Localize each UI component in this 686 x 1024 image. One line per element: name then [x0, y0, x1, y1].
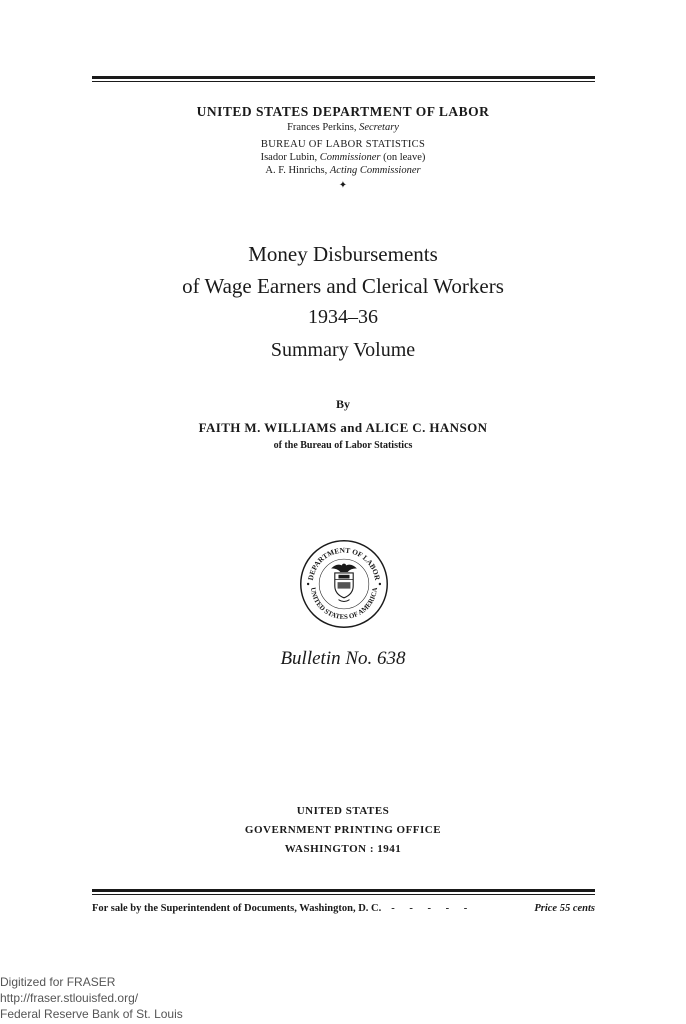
- byline-by: By: [335, 397, 350, 411]
- publisher-line-2: GOVERNMENT PRINTING OFFICE: [244, 824, 442, 836]
- title-years: 1934–36: [308, 306, 378, 328]
- sale-notice: [92, 903, 595, 914]
- bottom-rule: [92, 889, 595, 895]
- commissioner-title: Commissioner: [319, 152, 381, 163]
- bureau-name: BUREAU OF LABOR STATISTICS: [260, 139, 426, 150]
- fraser-line-1: Digitized for FRASER: [0, 975, 116, 989]
- title-subtitle: Summary Volume: [270, 339, 416, 361]
- seal-top-text: DEPARTMENT OF LABOR: [305, 545, 383, 582]
- department-seal-icon: [298, 538, 390, 630]
- seal-bottom-text: UNITED STATES OF AMERICA: [308, 587, 380, 622]
- sale-text: For sale by the Superintendent of Documents, Washington, D. C.: [92, 903, 382, 914]
- commissioner-note: (on leave): [383, 152, 426, 163]
- fraser-line-3: Federal Reserve Bank of St. Louis: [0, 1007, 183, 1021]
- sale-dashes: - - - - -: [391, 903, 474, 914]
- secretary-title: Secretary: [359, 122, 399, 133]
- publisher-line-3: WASHINGTON : 1941: [284, 843, 402, 855]
- fraser-url[interactable]: http://fraser.stlouisfed.org/: [0, 991, 139, 1005]
- publisher-line-1: UNITED STATES: [296, 805, 390, 817]
- ornament-icon: ✦: [338, 180, 348, 191]
- title-line-2: of Wage Earners and Clerical Workers: [182, 274, 504, 298]
- byline-authors: FAITH M. WILLIAMS and ALICE C. HANSON: [198, 420, 488, 435]
- commissioner-name: Isador Lubin,: [260, 152, 318, 163]
- secretary-line: [0, 122, 686, 133]
- acting-commissioner-line: [0, 165, 686, 176]
- department-name: UNITED STATES DEPARTMENT OF LABOR: [196, 104, 490, 119]
- top-rule: [92, 76, 595, 82]
- commissioner-line: [0, 152, 686, 163]
- title-line-1: Money Disbursements: [248, 242, 438, 266]
- svg-text:UNITED STATES OF AMERICA: [309, 587, 379, 621]
- secretary-name: Frances Perkins,: [287, 122, 357, 133]
- byline-affiliation: of the Bureau of Labor Statistics: [273, 440, 413, 451]
- sale-price: Price 55 cents: [534, 903, 595, 914]
- bulletin-number: Bulletin No. 638: [280, 648, 406, 669]
- acting-title: Acting Commissioner: [329, 165, 421, 176]
- acting-name: A. F. Hinrichs,: [265, 165, 328, 176]
